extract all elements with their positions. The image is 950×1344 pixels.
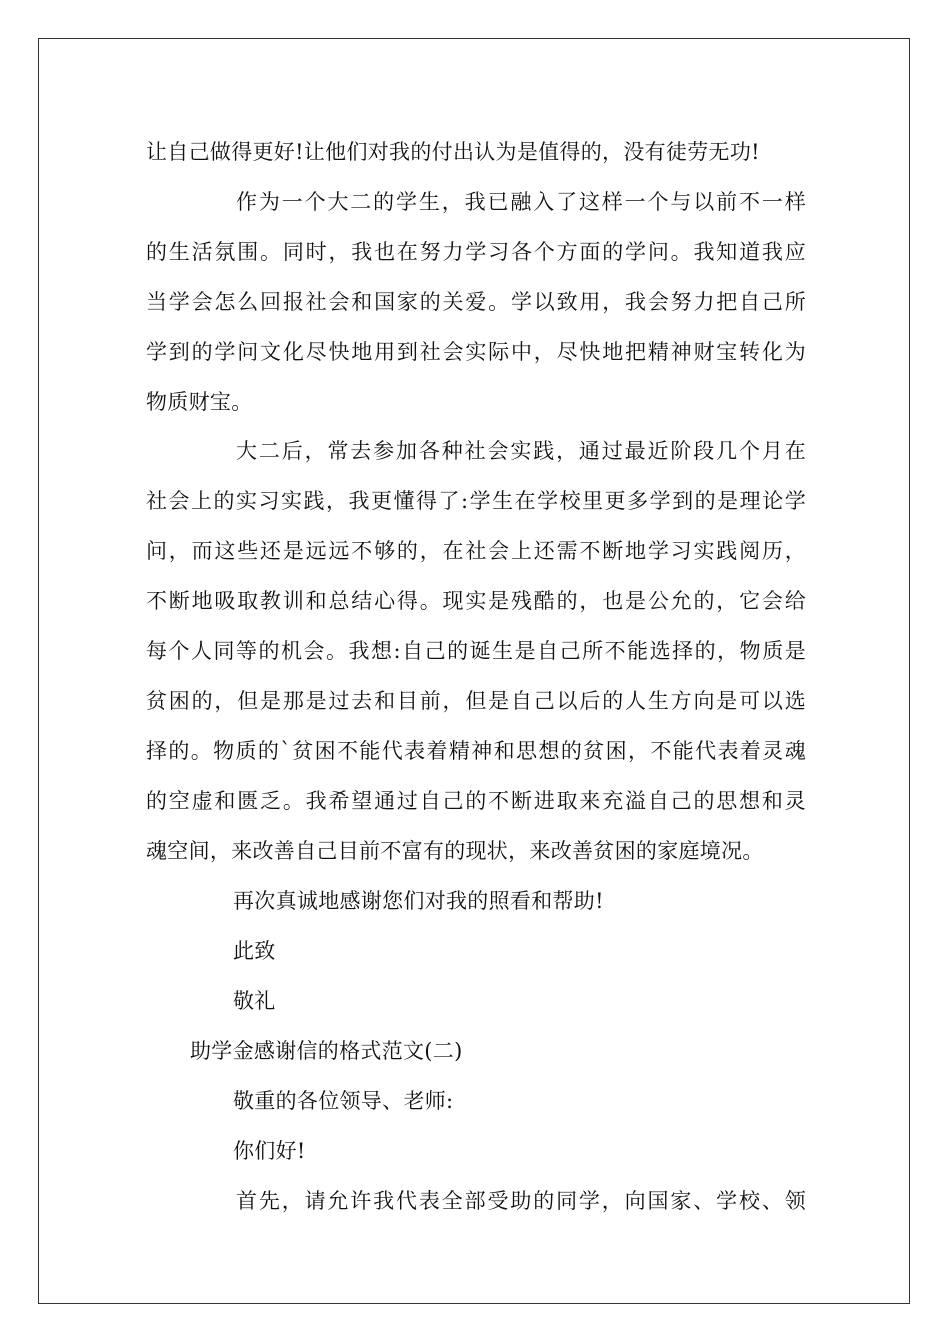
- closing-jingli: 敬礼: [233, 989, 276, 1013]
- text-line: 学到的学问文化尽快地用到社会实际中，尽快地把精神财宝转化为: [146, 340, 806, 364]
- text-line: 的空虚和匮乏。我希望通过自己的不断进取来充溢自己的思想和灵: [146, 789, 806, 813]
- text-line: 的生活氛围。同时，我也在努力学习各个方面的学问。我知道我应: [146, 240, 806, 264]
- paragraph-start-line: 作为一个大二的学生，我已融入了这样一个与以前不一样: [236, 190, 806, 214]
- text-line: 贫困的，但是那是过去和目前，但是自己以后的人生方向是可以选: [146, 689, 806, 713]
- section-title: 助学金感谢信的格式范文(二): [190, 1039, 463, 1063]
- page-border: [38, 38, 910, 1304]
- text-line: 物质财宝。: [146, 390, 253, 414]
- text-line: 择的。物质的`贫困不能代表着精神和思想的贫困，不能代表着灵魂: [146, 739, 806, 763]
- text-line: 让自己做得更好!让他们对我的付出认为是值得的，没有徒劳无功!: [146, 140, 760, 164]
- paragraph-start-line: 首先，请允许我代表全部受助的同学，向国家、学校、领: [236, 1189, 806, 1213]
- paragraph-start-line: 大二后，常去参加各种社会实践，通过最近阶段几个月在: [236, 439, 806, 463]
- closing-cizhi: 此致: [233, 939, 276, 963]
- text-line: 魂空间，来改善自己目前不富有的现状，来改善贫困的家庭境况。: [146, 839, 764, 863]
- text-line: 问，而这些还是远远不够的，在社会上还需不断地学习实践阅历，: [146, 539, 806, 563]
- text-line: 不断地吸取教训和总结心得。现实是残酷的，也是公允的，它会给: [146, 589, 806, 613]
- greeting: 你们好!: [233, 1139, 306, 1163]
- text-line: 每个人同等的机会。我想:自己的诞生是自己所不能选择的，物质是: [146, 639, 806, 663]
- thanks-line: 再次真诚地感谢您们对我的照看和帮助!: [233, 889, 604, 913]
- text-line: 社会上的实习实践，我更懂得了:学生在学校里更多学到的是理论学: [146, 489, 806, 513]
- text-line: 当学会怎么回报社会和国家的关爱。学以致用，我会努力把自己所: [146, 290, 806, 314]
- salutation: 敬重的各位领导、老师:: [233, 1089, 454, 1113]
